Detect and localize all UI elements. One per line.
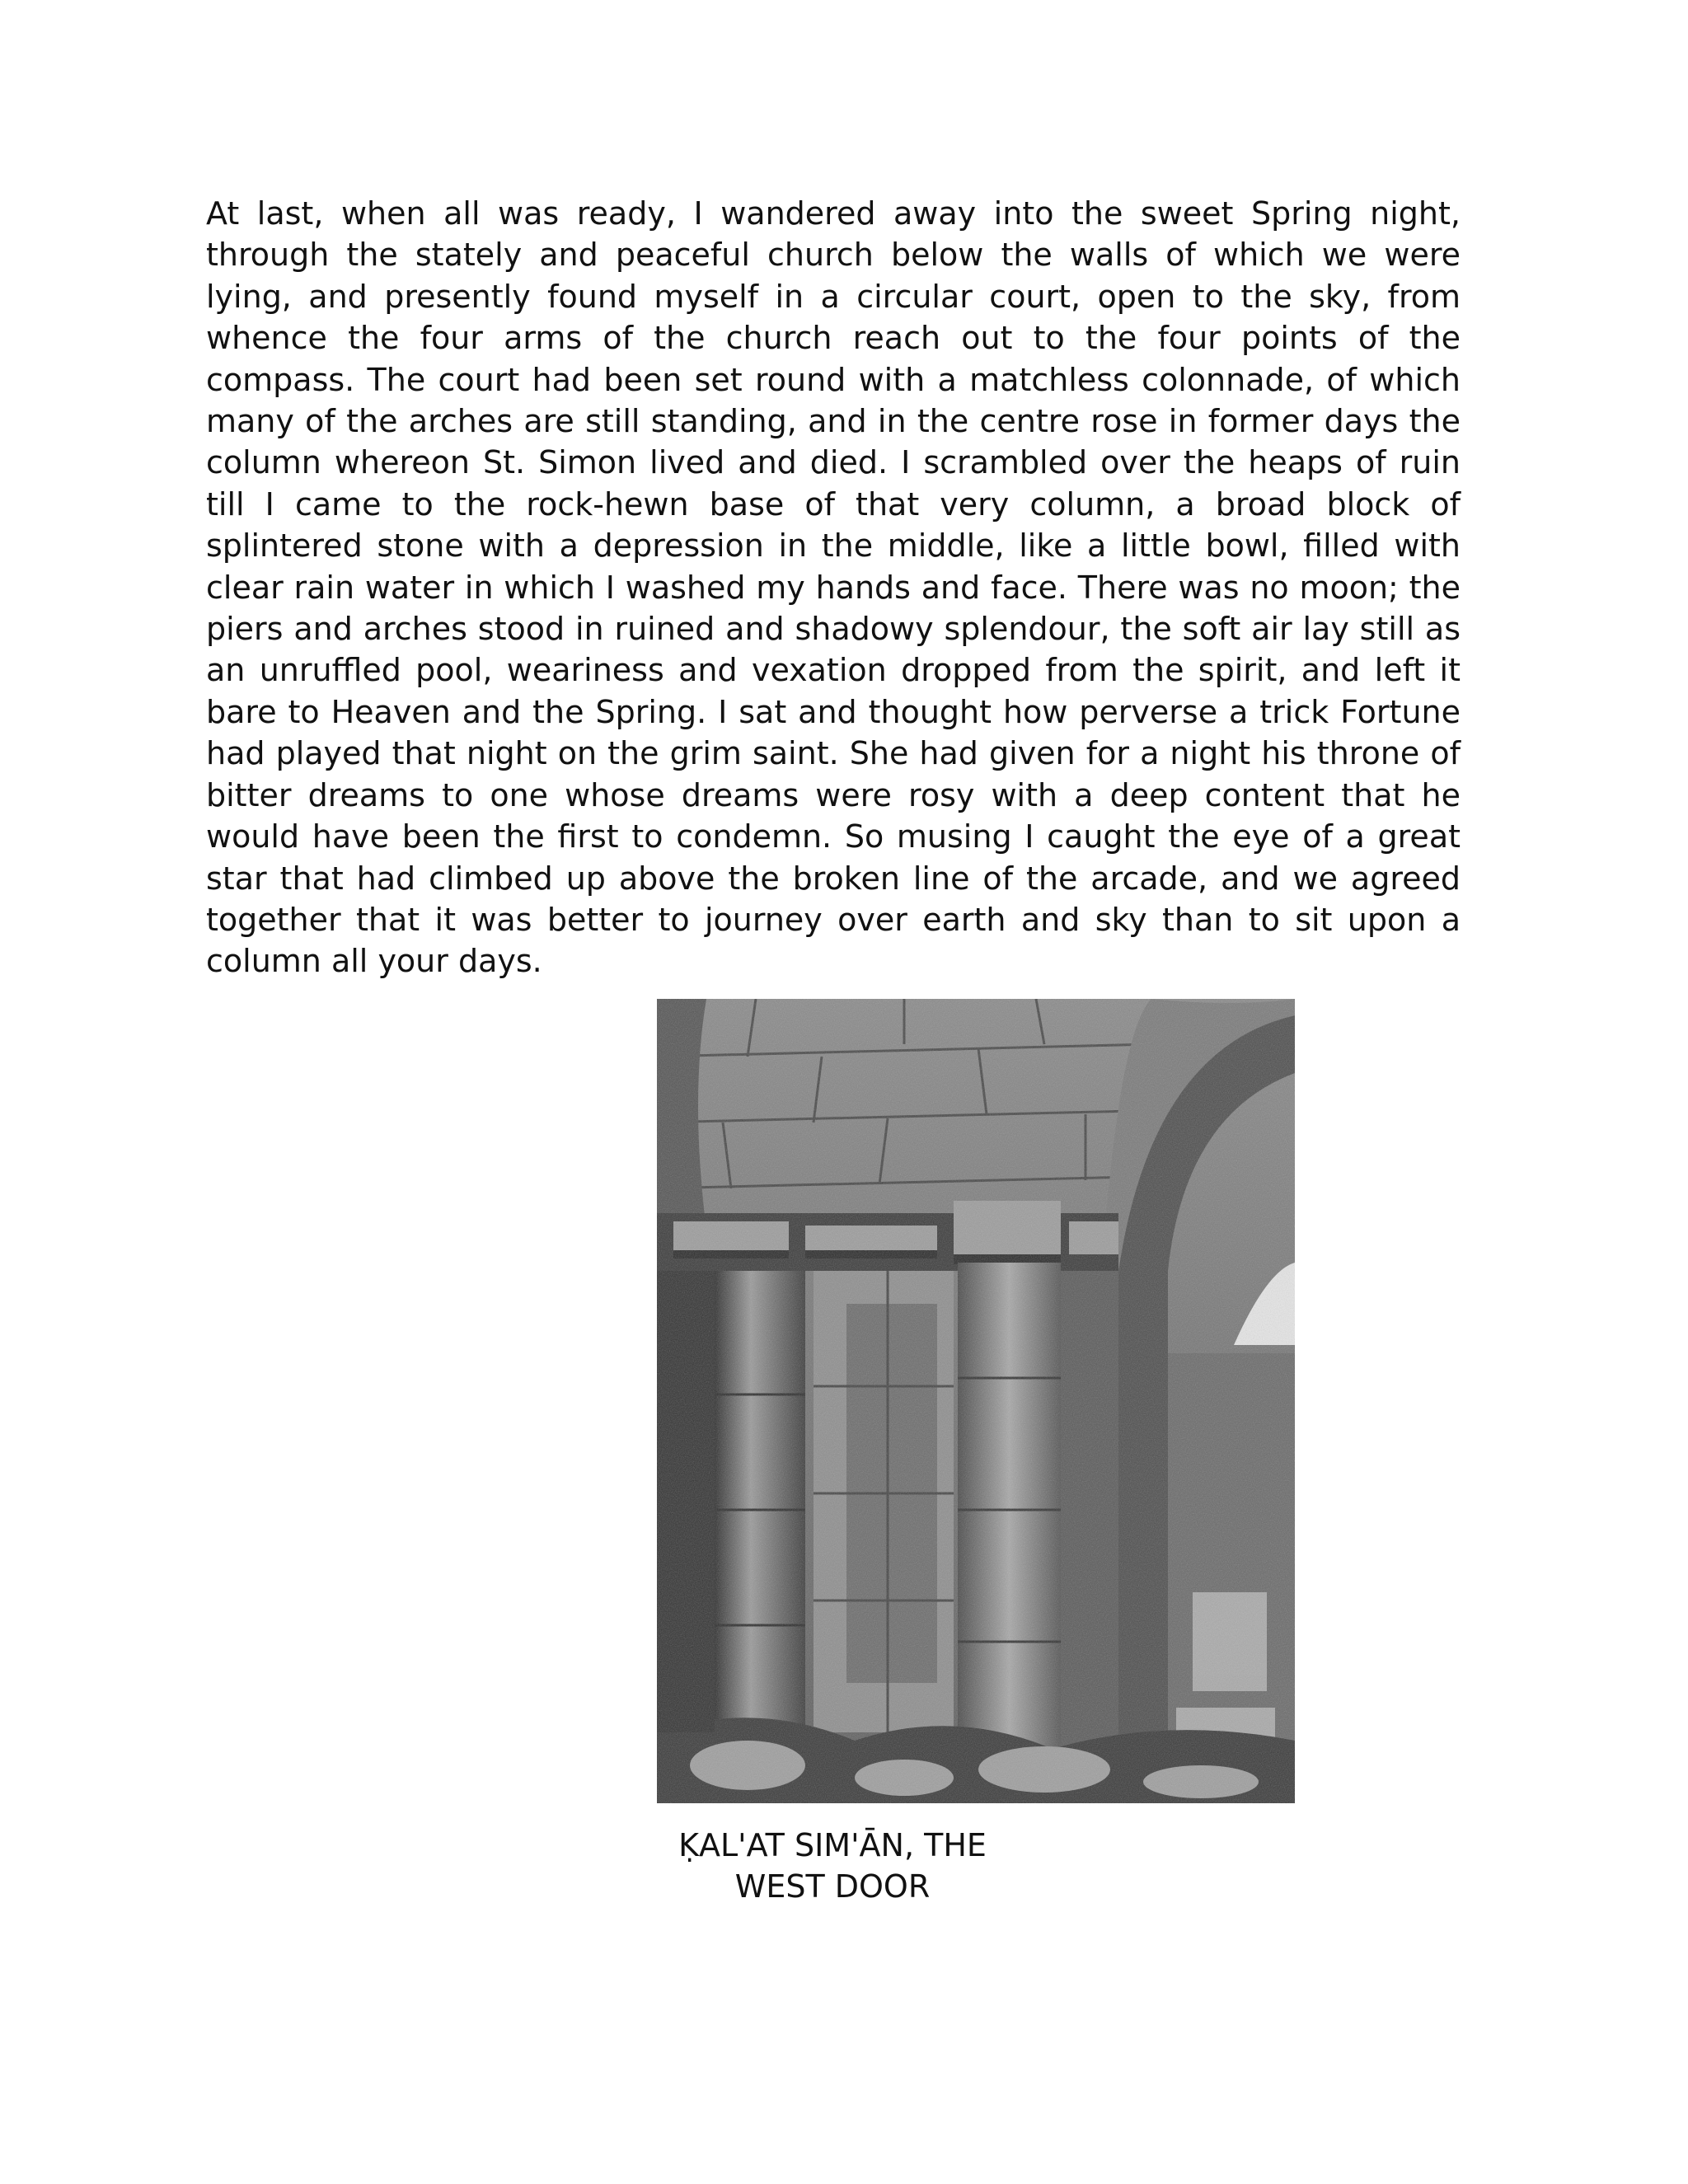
caption-line-2: WEST DOOR [734,1868,931,1905]
body-paragraph: At last, when all was ready, I wandered away into the sweet Spring night, through the stately and peaceful church below the walls of which we were lying, and presently found myself in a circular court, open to the sky, from whence the four arms of the church reach out to the four points of the compass. The court had been set round with a matchless colonnade, of which many of the arches are still standing, and in the centre rose in former days the column whereon St. Simon lived and died. I scrambled over the heaps of ruin till I came to the rock-hewn base of that very column, a broad block of splintered stone with a depression in the middle, like a little bowl, filled with clear rain water in which I washed my hands and face. There was no moon; the piers and arches stood in ruined and shadowy splendour, the soft air lay still as an unruffled pool, weariness and vexation dropped from the spirit, and left it bare to Heaven and the Spring. I sat and thought how perverse a trick Fortune had played that night on the grim saint. She had given for a night his throne of bitter dreams to one whose dreams were rosy with a deep content that he would have been the first to condemn. So musing I caught the eye of a great star that had climbed up above the broken line of the arcade, and we agreed together that it was better to journey over earth and sky than to sit upon a column all your days. [206,195,1461,980]
figure-caption [643,1825,1022,1907]
photo-kalat-siman-west-door [657,999,1295,1803]
caption-line-1: ḲAL'AT SIM'ĀN, THE [678,1827,987,1863]
ruins-photo-illustration [657,999,1295,1803]
